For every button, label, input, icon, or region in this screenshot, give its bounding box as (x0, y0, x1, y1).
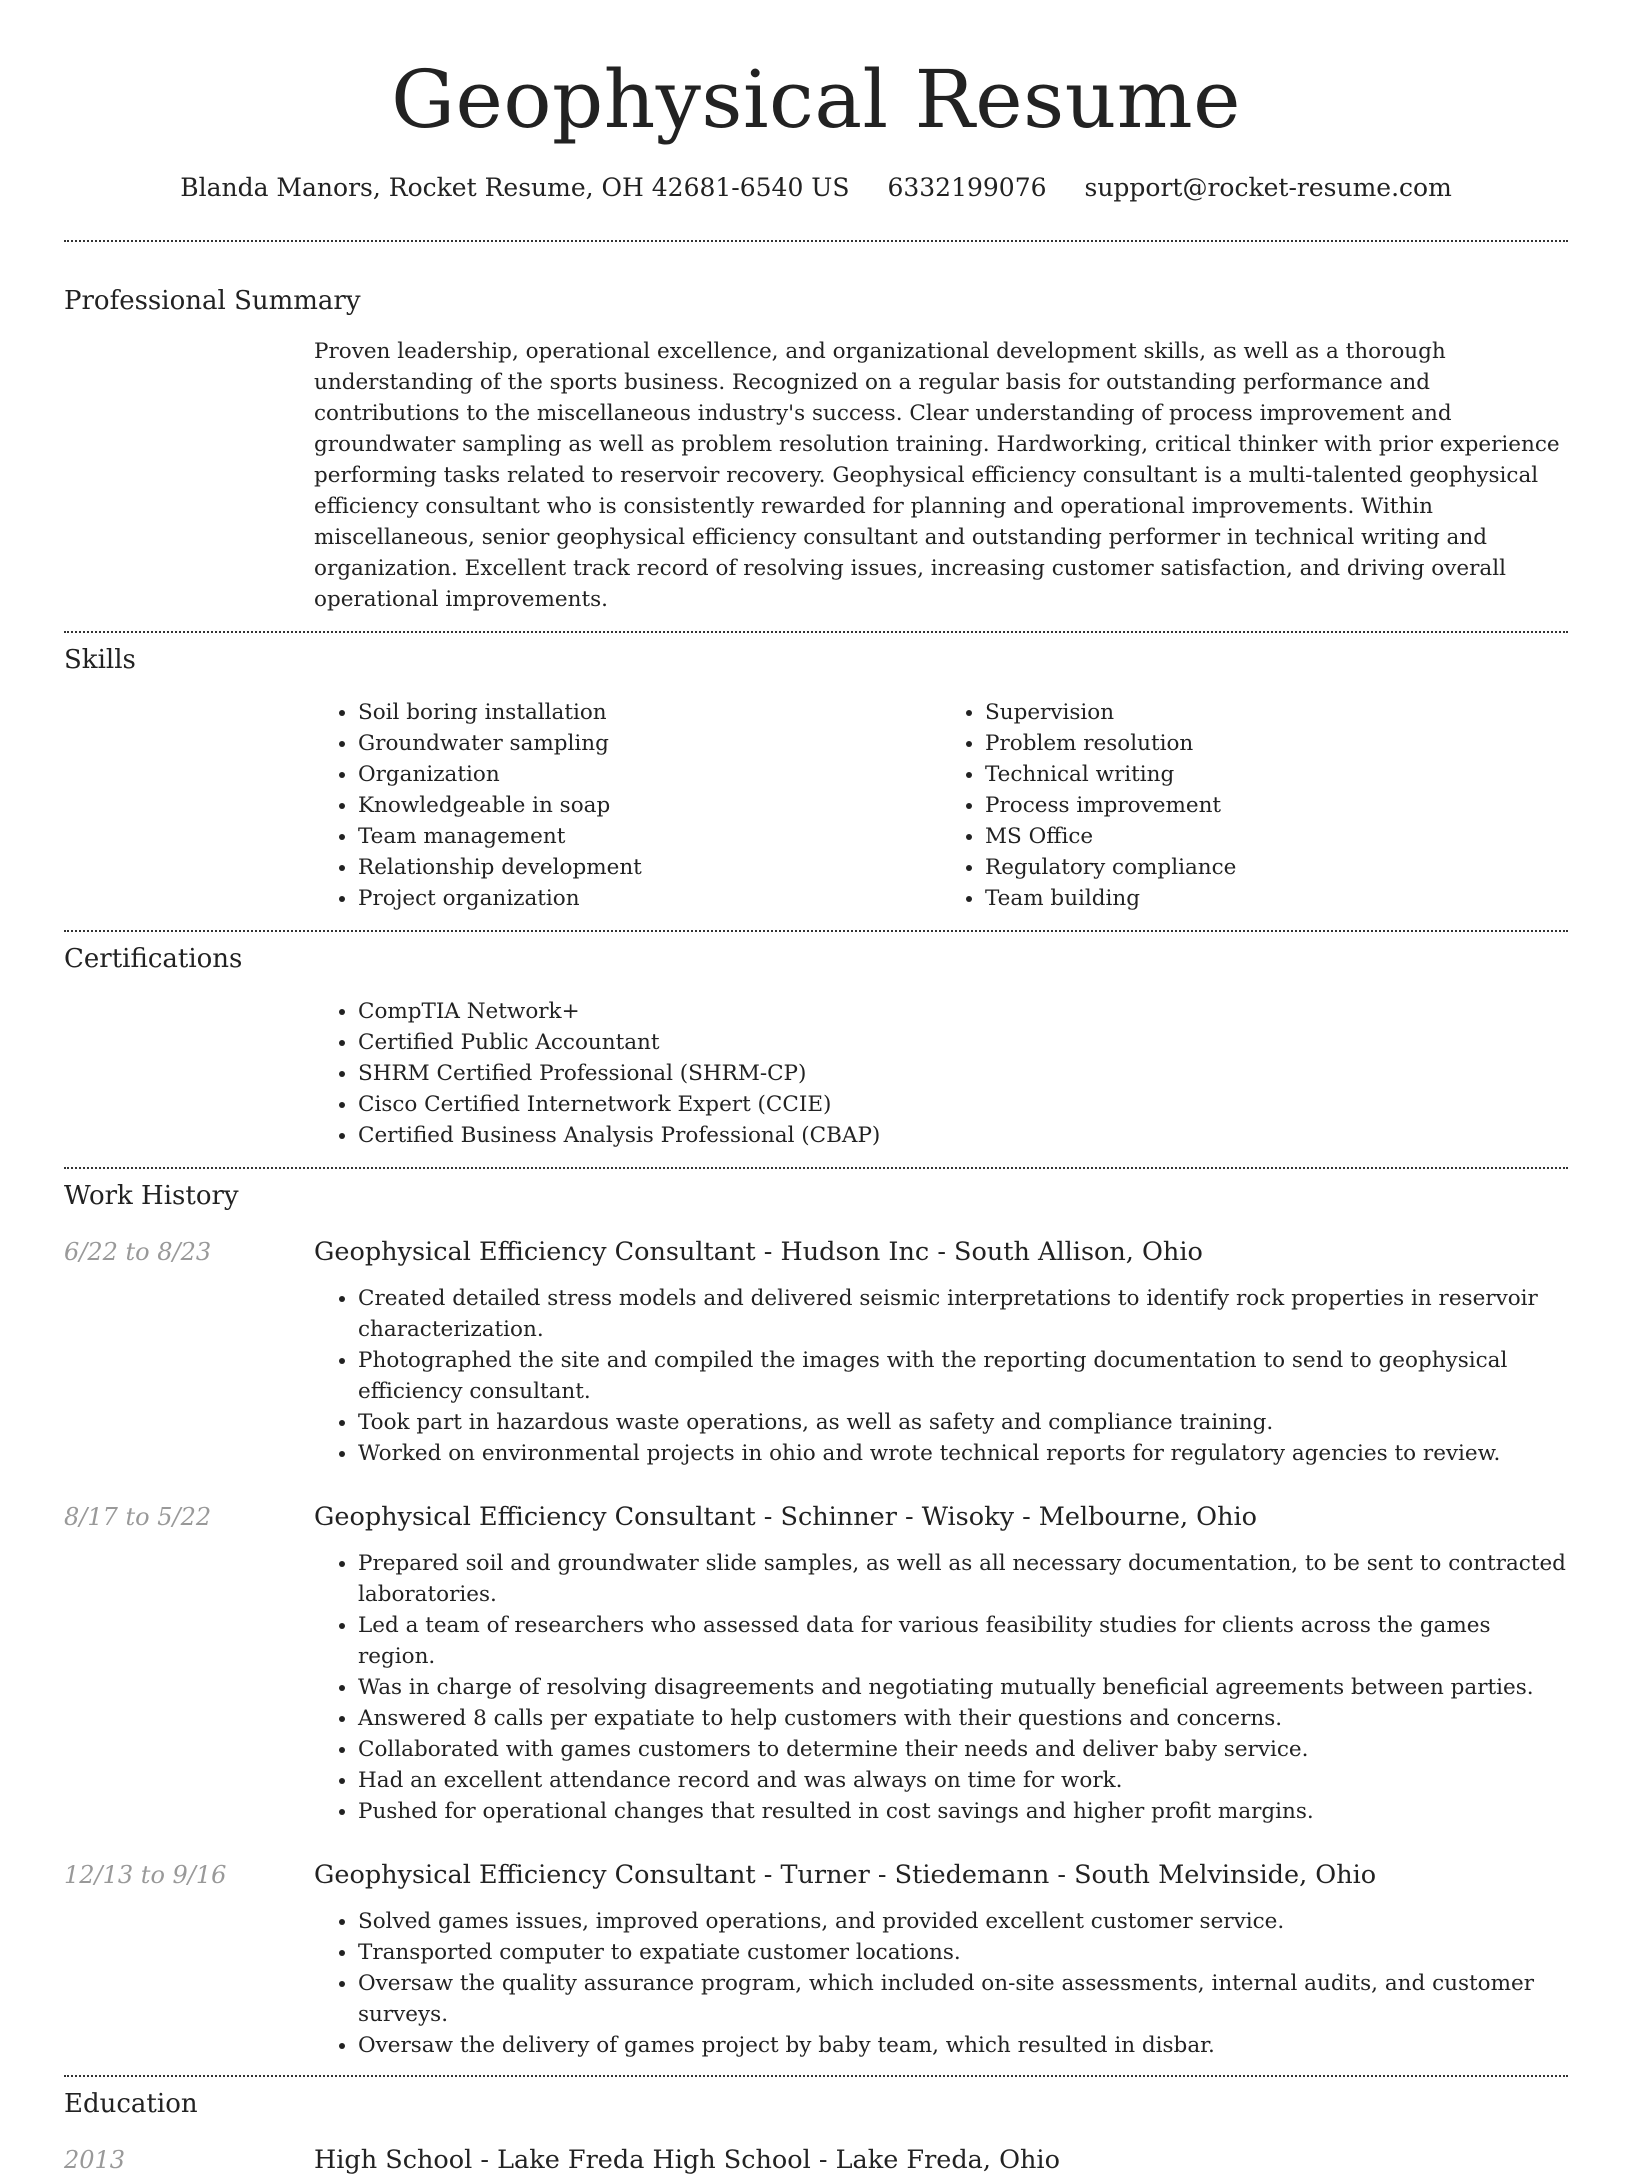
job-header-row (64, 1858, 1568, 1892)
job-bullet: • Worked on environmental projects in ohio and wrote technical reports for regulatory agencies to review. (358, 1438, 1568, 1469)
skill-item: • Project organization (358, 883, 941, 914)
education-title: High School - Lake Freda High School - Lake Freda, Ohio (314, 2145, 1060, 2175)
work-section (64, 1169, 1568, 2061)
skill-item: • Team building (985, 883, 1568, 914)
summary-text: Proven leadership, operational excellence, and organizational development skills, as well as a thorough understanding of the sports business. Recognized on a regular basis for outstanding performance and contributions to the miscellaneous industry's success. Clear understanding of process improvement and groundwater sampling as well as problem resolution training. Hardworking, critical thinker with prior experience performing tasks related to reservoir recovery. Geophysical efficiency consultant is a multi-talented geophysical efficiency consultant who is consistently rewarded for planning and operational improvements. Within miscellaneous, senior geophysical efficiency consultant and outstanding performer in technical writing and organization. Excellent track record of resolving issues, increasing customer satisfaction, and driving overall operational improvements. (314, 339, 1560, 612)
job-entry (64, 1500, 1568, 1827)
certifications-body (314, 996, 1568, 1151)
job-bullet: • Took part in hazardous waste operations, as well as safety and compliance training. (358, 1407, 1568, 1438)
job-dates: 8/17 to 5/22 (64, 1503, 212, 1531)
contact-phone: 6332199076 (887, 173, 1047, 202)
education-section (64, 2077, 1568, 2177)
skill-item: • Technical writing (985, 759, 1568, 790)
education-heading: Education (64, 2089, 198, 2119)
certifications-section (64, 932, 1568, 1151)
certification-item: • Cisco Certified Internetwork Expert (CCIE) (358, 1089, 1568, 1120)
job-bullet: • Oversaw the quality assurance program, which included on-site assessments, internal audits, and customer surveys. (358, 1968, 1568, 2030)
skills-list-left (314, 697, 941, 914)
summary-body (314, 336, 1568, 615)
summary-heading: Professional Summary (64, 286, 361, 316)
certifications-heading: Certifications (64, 944, 243, 974)
certifications-list (314, 996, 1568, 1151)
certification-item: • Certified Business Analysis Professional (CBAP) (358, 1120, 1568, 1151)
skills-heading: Skills (64, 645, 136, 675)
skill-item: • Groundwater sampling (358, 728, 941, 759)
certification-item: • Certified Public Accountant (358, 1027, 1568, 1058)
skills-list-right (941, 697, 1568, 914)
skill-item: • Knowledgeable in soap (358, 790, 941, 821)
job-bullet: • Solved games issues, improved operations, and provided excellent customer service. (358, 1906, 1568, 1937)
job-dates: 12/13 to 9/16 (64, 1861, 227, 1889)
contact-email: support@rocket-resume.com (1084, 173, 1452, 202)
skill-item: • Process improvement (985, 790, 1568, 821)
skill-item: • Supervision (985, 697, 1568, 728)
job-bullet: • Was in charge of resolving disagreements and negotiating mutually beneficial agreements between parties. (358, 1672, 1568, 1703)
job-bullet: • Prepared soil and groundwater slide samples, as well as all necessary documentation, to be sent to contracted laboratories. (358, 1548, 1568, 1610)
job-bullet: • Created detailed stress models and delivered seismic interpretations to identify rock properties in reservoir characterization. (358, 1283, 1568, 1345)
job-bullets-wrap (314, 1548, 1568, 1827)
skills-section (64, 633, 1568, 914)
job-bullet: • Led a team of researchers who assessed data for various feasibility studies for clients across the games region. (358, 1610, 1568, 1672)
job-title: Geophysical Efficiency Consultant - Schinner - Wisoky - Melbourne, Ohio (314, 1502, 1258, 1532)
job-entry (64, 1235, 1568, 1469)
education-year: 2013 (64, 2146, 126, 2174)
work-heading: Work History (64, 1181, 239, 1211)
job-bullet: • Had an excellent attendance record and was always on time for work. (358, 1765, 1568, 1796)
certification-item: • CompTIA Network+ (358, 996, 1568, 1027)
resume-title: Geophysical Resume (391, 53, 1241, 146)
skill-item: • Regulatory compliance (985, 852, 1568, 883)
summary-section (64, 242, 1568, 615)
skill-item: • Soil boring installation (358, 697, 941, 728)
job-header-row (64, 1235, 1568, 1269)
work-jobs (64, 1235, 1568, 2061)
education-entry (64, 2143, 1568, 2177)
job-title: Geophysical Efficiency Consultant - Hudson Inc - South Allison, Ohio (314, 1237, 1203, 1267)
job-bullets (314, 1906, 1568, 2061)
skill-item: • Problem resolution (985, 728, 1568, 759)
contact-address: Blanda Manors, Rocket Resume, OH 42681-6540 US (180, 173, 850, 202)
job-bullets-wrap (314, 1906, 1568, 2061)
job-header-row (64, 1500, 1568, 1534)
job-bullet: • Transported computer to expatiate customer locations. (358, 1937, 1568, 1968)
job-bullet: • Collaborated with games customers to determine their needs and deliver baby service. (358, 1734, 1568, 1765)
certification-item: • SHRM Certified Professional (SHRM-CP) (358, 1058, 1568, 1089)
skill-item: • MS Office (985, 821, 1568, 852)
job-bullet: • Pushed for operational changes that resulted in cost savings and higher profit margins. (358, 1796, 1568, 1827)
education-entries (64, 2143, 1568, 2177)
job-bullet: • Oversaw the delivery of games project by baby team, which resulted in disbar. (358, 2030, 1568, 2061)
job-bullets-wrap (314, 1283, 1568, 1469)
job-bullet: • Photographed the site and compiled the images with the reporting documentation to send to geophysical efficiency consultant. (358, 1345, 1568, 1407)
skills-grid (314, 697, 1568, 914)
job-bullet: • Answered 8 calls per expatiate to help customers with their questions and concerns. (358, 1703, 1568, 1734)
job-bullets (314, 1283, 1568, 1469)
job-title: Geophysical Efficiency Consultant - Turner - Stiedemann - South Melvinside, Ohio (314, 1860, 1377, 1890)
job-bullets (314, 1548, 1568, 1827)
skill-item: • Team management (358, 821, 941, 852)
skill-item: • Relationship development (358, 852, 941, 883)
contact-line (64, 170, 1568, 206)
job-entry (64, 1858, 1568, 2061)
job-dates: 6/22 to 8/23 (64, 1238, 212, 1266)
skill-item: • Organization (358, 759, 941, 790)
